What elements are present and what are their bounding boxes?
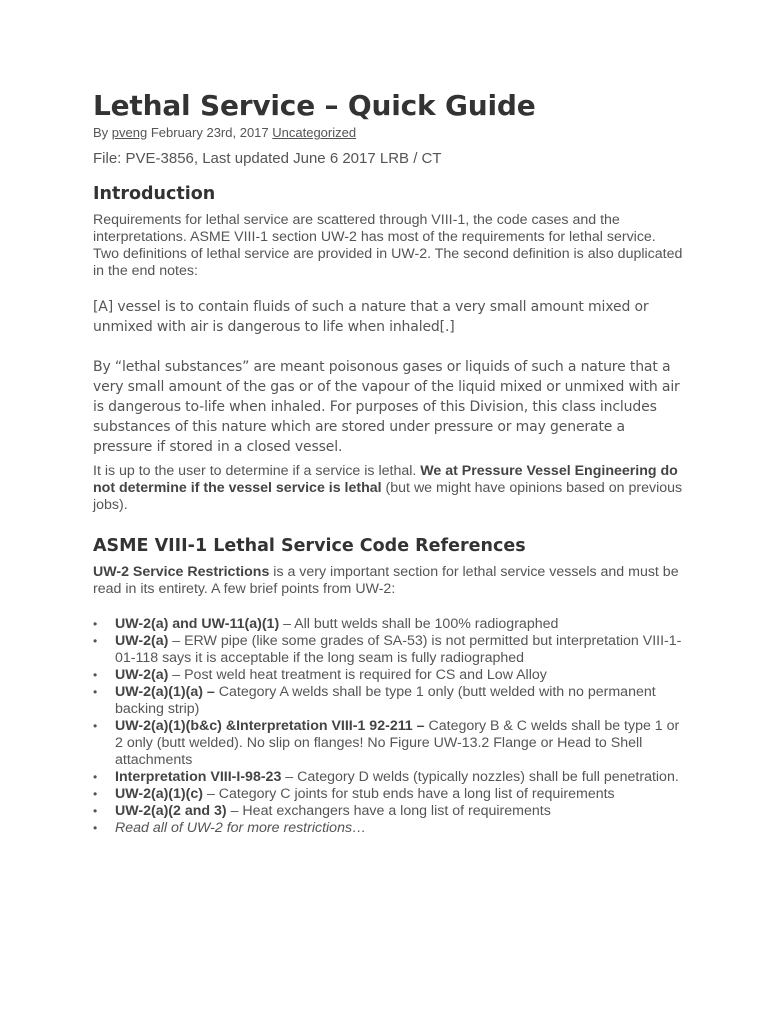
references-heading: ASME VIII-1 Lethal Service Code References (93, 536, 526, 556)
list-item (69, 684, 683, 718)
bullet-icon: • (93, 668, 98, 682)
bullet-icon: • (93, 804, 98, 818)
user-text-start: It is up to the user to determine if a service is lethal. (93, 463, 421, 479)
author-link[interactable]: pveng (111, 125, 148, 140)
list-item (69, 803, 683, 820)
list-item-text: – Post weld heat treatment is required for CS and Low Alloy (168, 667, 547, 683)
article (93, 88, 683, 837)
list-item-text: – ERW pipe (like some grades of SA-53) is not permitted but interpretation VIII-1-01-118 says it is acceptable if the long seam is fully radiographed (115, 633, 682, 666)
list-item-text: Category B & C welds shall be type 1 or 2 only (butt welded). No slip on flanges! No Figure UW-13.2 Flange or Head to Shell attachments (115, 718, 680, 768)
bullet-icon: • (93, 617, 98, 631)
bullet-icon: • (93, 685, 98, 699)
definition-quote-2: By “lethal substances” are meant poisonous gases or liquids of such a nature that a very small amount of the gas or of the vapour of the liquid mixed or unmixed with air is dangerous to-life when inhaled. For purposes of this Division, this class includes substances of this nature which are stored under pressure or may generate a pressure if stored in a closed vessel. (93, 359, 680, 455)
list-item (69, 718, 683, 769)
list-item-text: – Heat exchangers have a long list of requirements (226, 803, 551, 819)
bullet-icon: • (93, 821, 98, 835)
list-item-ref: UW-2(a) (115, 633, 169, 649)
user-text-bold: We at Pressure Vessel Engineering do not determine if the vessel service is lethal (93, 463, 678, 496)
list-item-ref: UW-2(a)(1)(a) – (115, 684, 215, 700)
list-item (69, 667, 683, 684)
list-item-ref: Interpretation VIII-I-98-23 (115, 769, 282, 785)
references-intro-paragraph (93, 564, 683, 598)
bullet-icon: • (93, 787, 98, 801)
list-item-ref: UW-2(a)(1)(c) (115, 786, 203, 802)
list-item-text: – Category D welds (typically nozzles) shall be full penetration. (281, 769, 679, 785)
references-intro-bold: UW-2 Service Restrictions (93, 564, 270, 580)
introduction-paragraph: Requirements for lethal service are scattered through VIII-1, the code cases and the interpretations. ASME VIII-1 section UW-2 has most of the requirements for lethal service. Two definitions of lethal service are provided in UW-2. The second definition is also duplicated in the end notes: (93, 212, 683, 279)
list-item-text: Category A welds shall be type 1 only (butt welded with no permanent backing strip) (115, 684, 656, 717)
introduction-heading: Introduction (93, 184, 216, 204)
bullet-icon: • (93, 770, 98, 784)
list-item-ref: UW-2(a) and UW-11(a)(1) (115, 616, 280, 632)
definition-quote-1: [A] vessel is to contain fluids of such a nature that a very small amount mixed or unmixed with air is dangerous to life when inhaled[.] (93, 299, 649, 335)
list-item (69, 616, 683, 633)
category-link[interactable]: Uncategorized (272, 125, 357, 140)
bullet-icon: • (93, 719, 98, 733)
list-item-text: – All butt welds shall be 100% radiographed (279, 616, 559, 632)
list-item-text: – Category C joints for stub ends have a long list of requirements (203, 786, 615, 802)
references-list (69, 616, 683, 837)
list-item (69, 786, 683, 803)
user-text-end: (but we might have opinions based on previous jobs). (93, 480, 683, 513)
list-item-text: Read all of UW-2 for more restrictions… (115, 820, 367, 836)
page-title: Lethal Service – Quick Guide (93, 89, 536, 122)
bullet-icon: • (93, 634, 98, 648)
meta-by-label: By (93, 125, 109, 140)
list-item-ref: UW-2(a) (115, 667, 169, 683)
post-date: February 23rd, 2017 (150, 125, 269, 140)
file-info: File: PVE-3856, Last updated June 6 2017 LRB / CT (93, 150, 442, 167)
list-item (69, 769, 683, 786)
list-item (69, 633, 683, 667)
references-intro-text: is a very important section for lethal service vessels and must be read in its entirety. A few brief points from UW-2: (93, 564, 679, 597)
post-meta (93, 124, 683, 141)
list-item-ref: UW-2(a)(2 and 3) (115, 803, 227, 819)
user-responsibility-paragraph (93, 463, 683, 514)
list-item-ref: UW-2(a)(1)(b&c) &Interpretation VIII-1 92-211 – (115, 718, 425, 734)
list-item (69, 820, 683, 837)
